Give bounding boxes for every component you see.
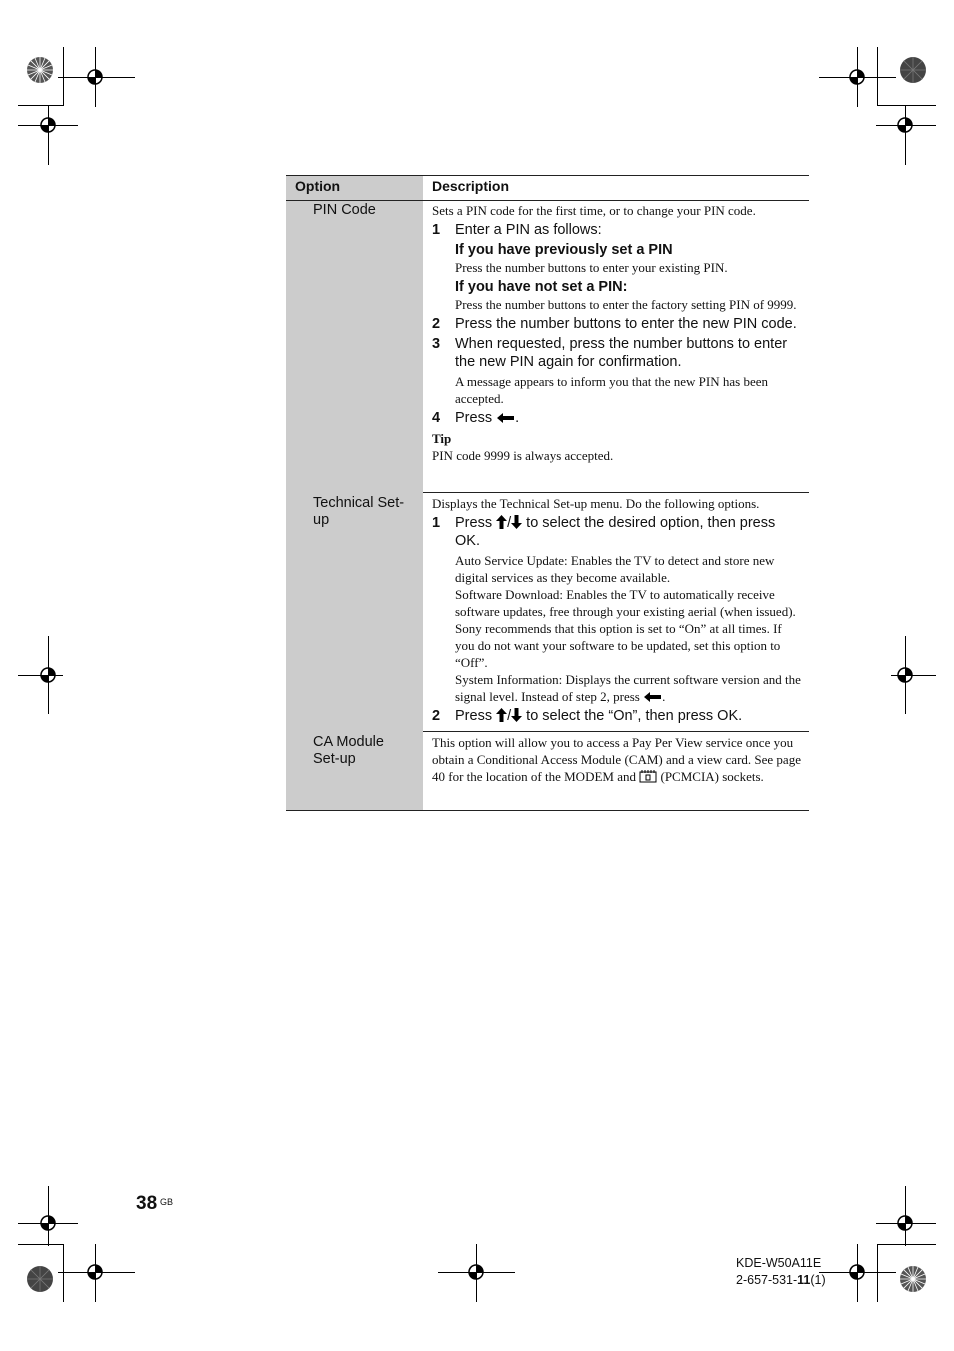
- option-technical-set-up: Technical Set-up: [313, 495, 405, 528]
- option-note-end: .: [662, 689, 666, 704]
- step-item: [432, 409, 802, 427]
- part-code-revision: 11: [797, 1273, 811, 1287]
- option-column: [286, 175, 423, 811]
- tip-text: PIN code 9999 is always accepted.: [432, 448, 614, 463]
- step-item: [432, 221, 802, 239]
- down-arrow-icon: [511, 708, 522, 722]
- step-item: [432, 707, 802, 725]
- step-text: When requested, press the number buttons to enter the new PIN again for confirmation.: [455, 336, 788, 370]
- sub-heading: If you have not set a PIN:: [455, 279, 628, 295]
- step-text: to select the desired option, then press OK.: [455, 515, 776, 549]
- sub-text: Press the number buttons to enter the factory setting PIN of 9999.: [455, 297, 797, 312]
- option-note: Auto Service Update: Enables the TV to detect and store new digital services as they become available.: [455, 553, 775, 585]
- model-number: KDE-W50A11E: [736, 1256, 822, 1270]
- sunburst-mark-icon: [26, 56, 54, 84]
- registration-mark-icon: [894, 114, 916, 136]
- sub-text: Press the number buttons to enter your existing PIN.: [455, 260, 728, 275]
- row-divider: [423, 492, 809, 493]
- registration-mark-icon: [37, 1212, 59, 1234]
- ca-module-text: [432, 734, 802, 785]
- header-rule: [286, 200, 809, 201]
- step-text: Press the number buttons to enter the new PIN code.: [455, 316, 797, 332]
- arrow-separator: /: [507, 515, 512, 531]
- step-text: Press: [455, 410, 493, 426]
- registration-mark-icon: [894, 664, 916, 686]
- page-language-code: GB: [160, 1197, 174, 1207]
- registration-mark-icon: [465, 1261, 487, 1283]
- model-info: [736, 1255, 826, 1289]
- step-text: Enter a PIN as follows:: [455, 222, 602, 238]
- step-number: 3: [432, 336, 441, 352]
- registration-mark-icon: [846, 66, 868, 88]
- options-table: [286, 175, 809, 811]
- registration-mark-icon: [37, 114, 59, 136]
- part-code: [736, 1272, 826, 1289]
- technical-set-up-description: [432, 495, 802, 725]
- header-option: Option: [295, 178, 341, 194]
- page-number: 38: [136, 1193, 158, 1214]
- return-arrow-icon: [496, 412, 515, 424]
- step-item: [432, 514, 802, 550]
- ca-module-text-post: (PCMCIA) sockets.: [660, 769, 764, 784]
- arrow-separator: /: [507, 708, 512, 724]
- tip-title: Tip: [432, 431, 452, 446]
- up-arrow-icon: [496, 708, 507, 722]
- step-note: A message appears to inform you that the new PIN has been accepted.: [455, 374, 769, 406]
- pcmcia-slot-icon: [639, 769, 657, 783]
- step-item: [432, 315, 802, 333]
- technical-intro: Displays the Technical Set-up menu. Do the following options.: [432, 496, 760, 511]
- registration-mark-icon: [84, 1261, 106, 1283]
- step-number: 1: [432, 222, 441, 238]
- sunburst-mark-icon: [26, 1265, 54, 1293]
- part-code-suffix: (1): [810, 1273, 826, 1287]
- step-text: Press: [455, 515, 493, 531]
- registration-mark-icon: [84, 66, 106, 88]
- sub-heading: If you have previously set a PIN: [455, 242, 673, 258]
- option-pin-code: PIN Code: [313, 202, 376, 218]
- option-note: Software Download: Enables the TV to automatically receive software updates, free through your existing aerial (when issued). Sony recommends that this option is set to “On” at all times. If you do not want your software to be updated, set this option to “Off”.: [455, 587, 796, 670]
- header-description: Description: [432, 178, 510, 194]
- pin-code-description: [432, 202, 802, 464]
- step-number: 1: [432, 515, 441, 531]
- step-text-end: .: [515, 410, 520, 426]
- step-number: 2: [432, 316, 441, 332]
- option-ca-module-set-up: CA Module Set-up: [313, 734, 384, 767]
- ca-module-description: [432, 734, 802, 785]
- registration-mark-icon: [37, 664, 59, 686]
- row-divider: [423, 731, 809, 732]
- step-text: Press: [455, 708, 493, 724]
- option-note-text: System Information: Displays the current software version and the signal level. Instead of step 2, press: [455, 672, 801, 704]
- option-note: [432, 671, 802, 705]
- pin-code-intro: Sets a PIN code for the first time, or to change your PIN code.: [432, 203, 756, 218]
- registration-mark-icon: [894, 1212, 916, 1234]
- step-item: [432, 335, 802, 371]
- step-number: 2: [432, 708, 441, 724]
- table-top-rule: [286, 175, 809, 176]
- return-arrow-icon: [643, 691, 662, 703]
- step-text: to select the “On”, then press OK.: [526, 708, 743, 724]
- table-bottom-rule: [286, 810, 809, 811]
- up-arrow-icon: [496, 515, 507, 529]
- down-arrow-icon: [511, 515, 522, 529]
- part-code-prefix: 2-657-531-: [736, 1273, 798, 1287]
- registration-mark-icon: [846, 1261, 868, 1283]
- step-number: 4: [432, 410, 441, 426]
- ca-module-text-pre: This option will allow you to access a Pay Per View service once you obtain a Conditional Access Module (CAM) and a view card. See page 40 for the location of the MODEM and: [432, 735, 801, 784]
- sunburst-mark-icon: [899, 56, 927, 84]
- sunburst-mark-icon: [899, 1265, 927, 1293]
